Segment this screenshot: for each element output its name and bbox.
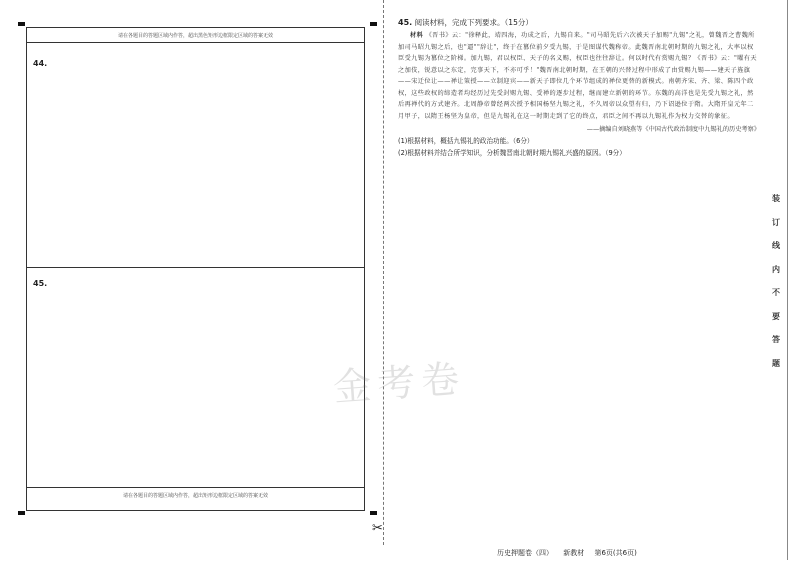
material-block (398, 30, 760, 122)
subquestion-1: (1)根据材料，概括九锡礼的政治功能。（6分） (398, 137, 534, 145)
answer-box-number: 44. (33, 59, 48, 68)
registration-mark (370, 511, 377, 515)
material-source: ——摘编自刘晓燕等《中国古代政治制度中九锡礼的历史考察》 (586, 126, 760, 133)
page-footer (497, 548, 645, 558)
registration-mark (18, 511, 25, 515)
footer-page: 第6页(共6页) (594, 549, 637, 557)
material-text: 《晋书》云："徐释此，靖四海，功成之后，九锡自来。"司马昭先后六次被天子加赐"九锡"之礼，曾魏晋之曹魏所加司马昭九锡之后，也"逼""辞让"，终于在篡位前夕受九锡，于是图谋代魏称帝。此魏晋南北朝时期的九锡之礼，大率以权臣受九锡为篡位之阶梯。加九锡，君以权臣、天子的名义赐，权臣也往往辞让。何以时代有赏赐九锡？《晋书》云："曜有天之加伎，锐意以之东定，完事天下，不亦可乎！"魏晋南北朝时期，在王朝的兴替过程中形成了由赏赐九锡——建天子旌旗——宋迁位让——禅让策授——立制迎宾——新天子即位几个环节组成的禅位更替的新模式。南朝齐宋、齐、梁、陈四个政权，这些政权的缔造者均经历过先受封赐九锡、受禅的逐步过程，继而建立新朝的环节。东魏的高洋也是先受九锡之礼，然后再禅代的方式建齐。北周静帝曾经两次授予相国杨坚九锡之礼，不久周帝以众望有归，乃下诏逊位于隋。大隋开皇元年二月甲子，以隋王杨坚为皇帝，但是九锡礼在这一时期走到了它的终点，君臣之间不再以九锡礼作为权力交替的象征。 (398, 32, 757, 120)
answer-box-number: 45. (33, 279, 48, 288)
binding-char: 答 (772, 334, 780, 345)
answer-sheet-frame (26, 27, 365, 511)
binding-char: 线 (772, 240, 780, 251)
material-label: 材料 (410, 32, 424, 39)
binding-char: 装 (772, 193, 780, 203)
binding-line (787, 0, 788, 560)
answer-area-notice-top: 请在各题目的答题区域内作答，超出黑色矩形边框限定区域的答案无效 (117, 33, 273, 39)
binding-notice (771, 193, 781, 369)
footer-edition: 新教材 (563, 549, 585, 557)
question-header (398, 17, 760, 28)
watermark: 金考卷 (331, 356, 467, 410)
footer-subject: 历史押题卷（四） (497, 549, 553, 557)
binding-char: 要 (772, 310, 780, 321)
scissors-icon: ✂ (372, 521, 383, 536)
binding-char: 题 (772, 357, 780, 368)
answer-box-45[interactable] (27, 267, 364, 487)
registration-mark (18, 22, 25, 26)
fold-line (383, 0, 384, 545)
question-45 (398, 17, 760, 159)
subquestion-2: (2)根据材料并结合所学知识，分析魏晋南北朝时期九锡礼兴盛的原因。（9分） (398, 149, 626, 157)
question-prompt: 阅读材料，完成下列要求。（15分） (414, 18, 533, 27)
answer-box-44[interactable] (27, 42, 364, 268)
registration-mark (370, 22, 377, 26)
question-number: 45. (398, 18, 413, 27)
binding-char: 内 (772, 263, 780, 274)
answer-sheet-divider (27, 487, 364, 488)
answer-area-notice-bottom: 请在各题目的答题区域内作答，超出矩形边框限定区域的答案无效 (122, 493, 268, 499)
binding-char: 订 (772, 216, 780, 227)
binding-char: 不 (772, 287, 780, 298)
